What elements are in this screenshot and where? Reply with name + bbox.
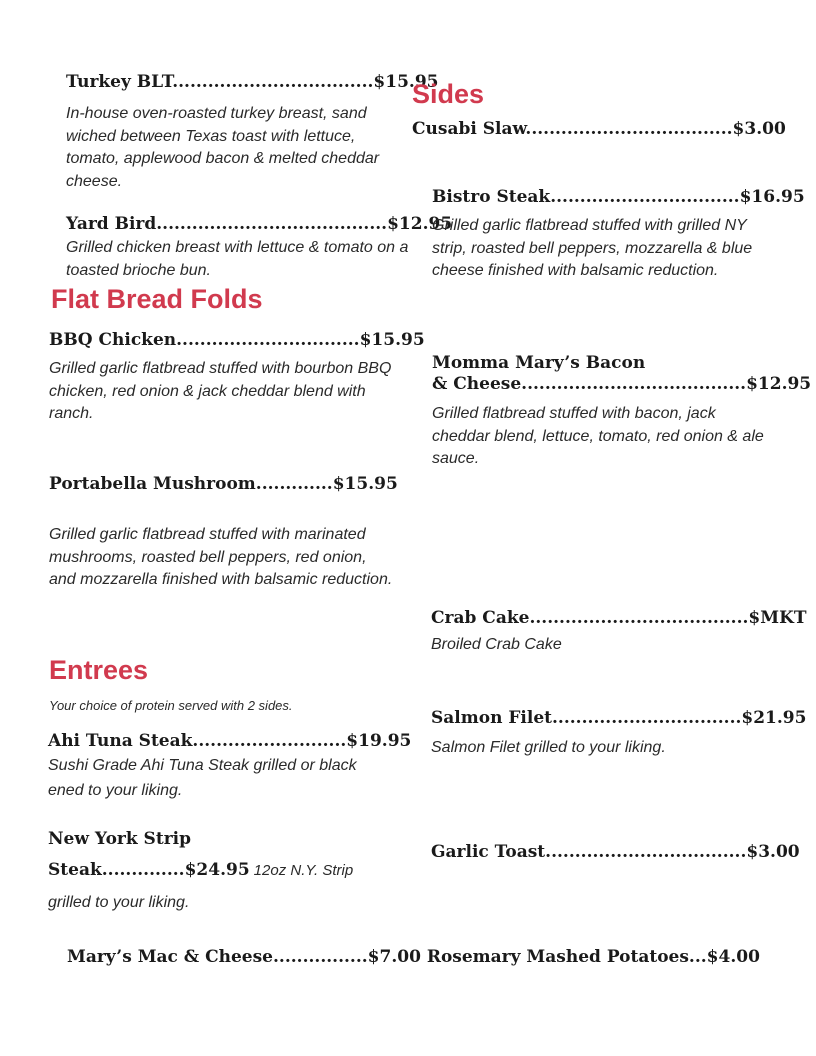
ahi-tuna-description-line1: Sushi Grade Ahi Tuna Steak grilled or black <box>48 757 357 774</box>
ahi-tuna-title: Ahi Tuna Steak..........................$19.95 <box>48 731 412 751</box>
cusabi-slaw-title: Cusabi Slaw...................................$3.00 <box>412 119 786 139</box>
ny-strip-title-line1: New York Strip <box>48 829 191 849</box>
garlic-toast-title: Garlic Toast..................................$3.00 <box>431 842 800 862</box>
yard-bird-title: Yard Bird.......................................$12.95 <box>66 214 453 234</box>
ny-strip-title-line2: Steak..............$24.95 <box>48 860 250 880</box>
portabella-mushroom-description: Grilled garlic flatbread stuffed with marinated mushrooms, roasted bell peppers, red onion, and mozzarella finished with balsamic reduction. <box>49 526 393 588</box>
yard-bird-description: Grilled chicken breast with lettuce & tomato on a toasted brioche bun. <box>66 239 409 279</box>
portabella-mushroom-title: Portabella Mushroom.............$15.95 <box>49 474 398 494</box>
entrees-note: Your choice of protein served with 2 sides. <box>49 698 293 713</box>
ahi-tuna-description-line2: ened to your liking. <box>48 782 183 799</box>
turkey-blt-title: Turkey BLT..................................$15.95 <box>66 72 439 92</box>
entrees-heading: Entrees <box>49 655 149 685</box>
momma-mary-title-line1: Momma Mary’s Bacon <box>432 353 646 373</box>
momma-mary-title-line2: & Cheese......................................$12.95 <box>432 374 812 394</box>
turkey-blt-description: In-house oven-roasted turkey breast, sand wiched between Texas toast with lettuce, tomato, applewood bacon & melted cheddar cheese. <box>66 105 380 190</box>
bistro-steak-description: Grilled garlic flatbread stuffed with grilled NY strip, roasted bell peppers, mozzarella & blue cheese finished with balsamic reduction. <box>432 217 753 279</box>
sides-heading: Sides <box>412 79 485 109</box>
momma-mary-description: Grilled flatbread stuffed with bacon, jack cheddar blend, lettuce, tomato, red onion & ale sauce. <box>432 405 764 467</box>
salmon-filet-title: Salmon Filet................................$21.95 <box>431 708 807 728</box>
salmon-filet-description: Salmon Filet grilled to your liking. <box>431 739 666 756</box>
crab-cake-description: Broiled Crab Cake <box>431 636 562 653</box>
flat-bread-folds-heading: Flat Bread Folds <box>51 284 263 314</box>
bbq-chicken-description: Grilled garlic flatbread stuffed with bourbon BBQ chicken, red onion & jack cheddar blend with ranch. <box>49 360 392 422</box>
ny-strip-line2 <box>48 859 353 883</box>
bottom-sides-line: Mary’s Mac & Cheese................$7.00 Rosemary Mashed Potatoes...$4.00 <box>67 947 760 967</box>
crab-cake-title: Crab Cake.....................................$MKT <box>431 608 807 628</box>
bistro-steak-title: Bistro Steak................................$16.95 <box>432 187 805 207</box>
bbq-chicken-title: BBQ Chicken...............................$15.95 <box>49 330 425 350</box>
ny-strip-description-line2: grilled to your liking. <box>48 894 190 911</box>
ny-strip-description-inline: 12oz N.Y. Strip <box>253 862 354 879</box>
